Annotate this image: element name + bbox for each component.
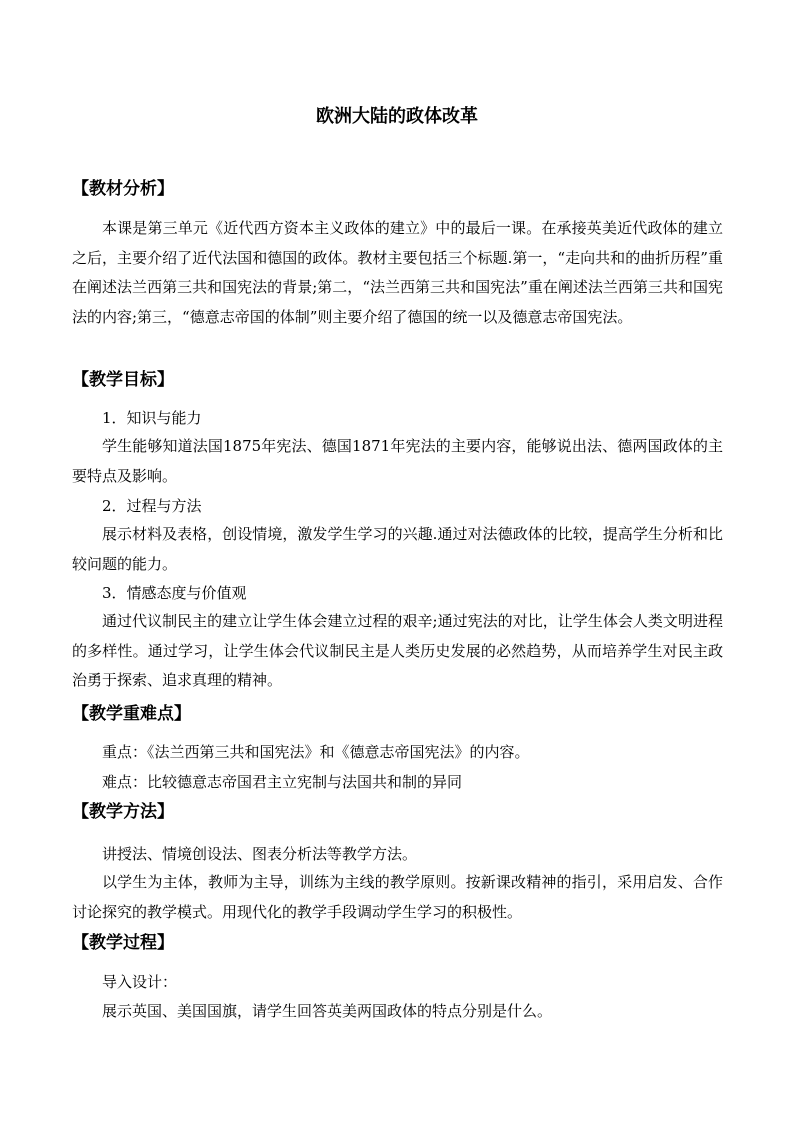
heading-textbook-analysis: 【教材分析】 (72, 179, 174, 199)
heading-teaching-methods: 【教学方法】 (72, 802, 174, 822)
goal-item-process: 2．过程与方法 (102, 497, 202, 515)
difficult-point-text: 难点：比较德意志帝国君主立宪制与法国共和制的异同 (102, 773, 463, 791)
document-title: 欧洲大陆的政体改革 (316, 106, 478, 127)
heading-teaching-process: 【教学过程】 (72, 933, 174, 953)
paragraph-teaching-principles: 以学生为主体，教师为主导，训练为主线的教学原则。按新课改精神的指引，采用启发、合作讨论探究的教学模式。用现代化的教学手段调动学生学习的积极性。 (72, 873, 723, 921)
key-point-text: 重点：《法兰西第三共和国宪法》和《德意志帝国宪法》的内容。 (102, 743, 530, 761)
process-intro-text: 展示英国、美国国旗，请学生回答英美两国政体的特点分别是什么。 (102, 1002, 553, 1020)
paragraph-goal-process: 展示材料及表格，创设情境，激发学生学习的兴趣.通过对法德政体的比较，提高学生分析和比较问题的能力。 (72, 525, 723, 573)
paragraph-goal-knowledge: 学生能够知道法国1875年宪法、德国1871年宪法的主要内容，能够说出法、德两国政体的主要特点及影响。 (72, 437, 723, 485)
process-intro-label: 导入设计： (102, 973, 178, 991)
goal-item-attitude: 3．情感态度与价值观 (102, 584, 247, 602)
goal-item-knowledge: 1．知识与能力 (102, 409, 202, 427)
paragraph-goal-attitude: 通过代议制民主的建立让学生体会建立过程的艰辛;通过宪法的对比，让学生体会人类文明进程的多样性。通过学习，让学生体会代议制民主是人类历史发展的必然趋势，从而培养学生对民主政治勇于探索、追求真理的精神。 (72, 612, 723, 689)
heading-teaching-goals: 【教学目标】 (72, 370, 174, 390)
methods-line: 讲授法、情境创设法、图表分析法等教学方法。 (102, 845, 418, 863)
paragraph-textbook-analysis: 本课是第三单元《近代西方资本主义政体的建立》中的最后一课。在承接英美近代政体的建立之后，主要介绍了近代法国和德国的政体。教材主要包括三个标题.第一，“走向共和的曲折历程”重在阐述法兰西第三共和国宪法的背景;第二，“法兰西第三共和国宪法”重在阐述法兰西第三共和国宪法的内容;第三，“德意志帝国的体制”则主要介绍了德国的统一以及德意志帝国宪法。 (72, 219, 723, 326)
heading-key-difficult-points: 【教学重难点】 (72, 704, 191, 724)
